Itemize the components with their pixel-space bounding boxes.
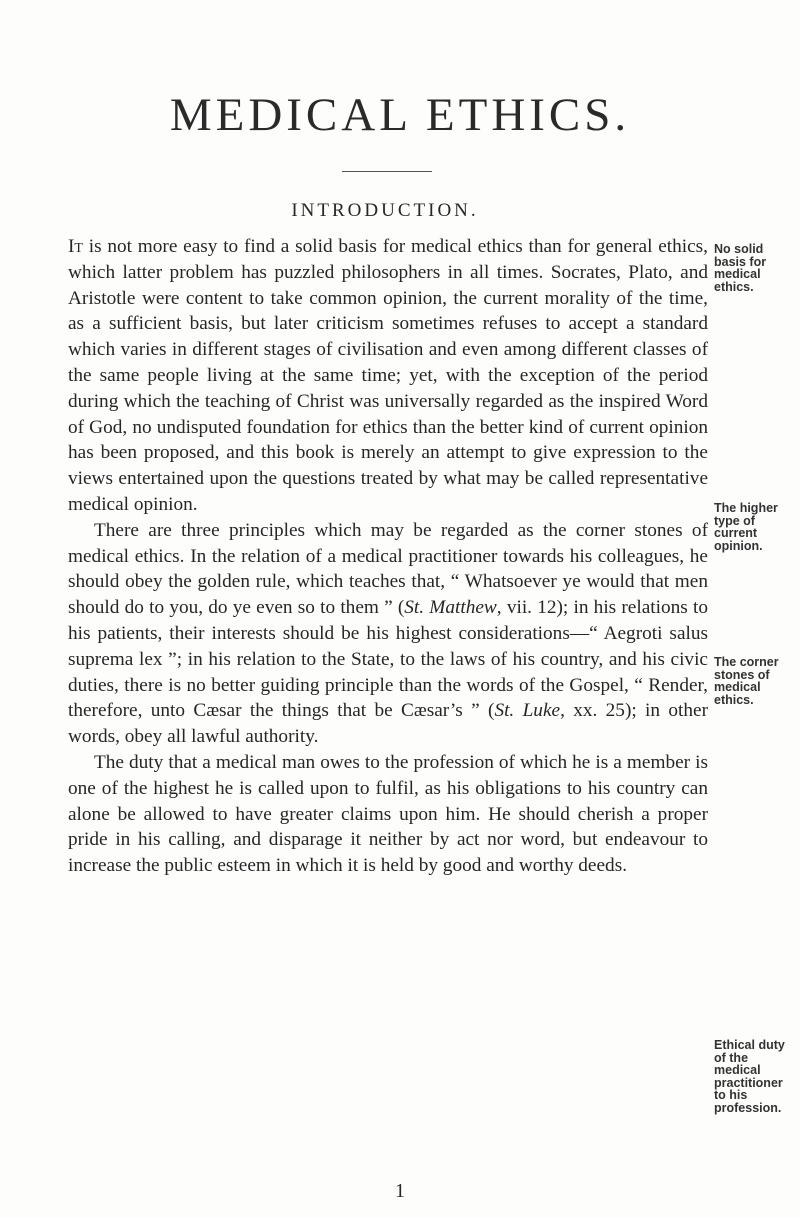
paragraph-text: There are three principles which may be regarded as the corner stones of medical ethics. In the relation of a medical practitioner towards his colleagues, he should obey the golden rule, which teaches that, “ Whatsoever ye would that men should do to you, do ye even so to them ” ( (68, 519, 708, 619)
paragraph-3 (68, 750, 708, 879)
page-number: 1 (395, 1180, 405, 1202)
page-title: MEDICAL ETHICS. (169, 89, 631, 141)
margin-note-solid-basis: No solid basis for medical ethics. (714, 242, 767, 294)
margin-note-current-opinion: The higher type of current opinion. (714, 501, 778, 553)
paragraph-2 (68, 518, 708, 750)
paragraph-text: is not more easy to find a solid basis for medical ethics than for general ethics, which latter problem has puzzled philosophers in all times. Socrates, Plato, and Aristotle were content to take common opinion, the current morality of the time, as a sufficient basis, but later criticism sometimes refuses to accept a standard which varies in different stages of civilisation and even among different classes of the same people living at the same time; yet, with the exception of the period during which the teaching of Christ was universally regarded as the inspired Word of God, no undisputed foundation for ethics than the better kind of current opinion has been proposed, and this book is merely an attempt to give expression to the views entertained upon the questions treated by what may be called representative medical opinion. (68, 236, 708, 515)
paragraph-text: , vii. 12); in his relations to his patients, their interests should be his highest considerations—“ Aegroti salus suprema lex ”; in his relation to the State, to the laws of his country, and his civic duties, there is no better guiding principle than the words of the Gospel, “ Render, therefore, unto Cæsar the things that be Cæsar’s ” ( (68, 597, 708, 722)
margin-note-ethical-duty: Ethical duty of the medical practitioner to his profession. (714, 1038, 785, 1115)
paragraph-text: , xx. 25); in other words, obey all lawful authority. (68, 700, 708, 748)
title-divider (342, 171, 432, 172)
citation: St. Luke (494, 700, 561, 722)
paragraph-text: The duty that a medical man owes to the profession of which he is a member is one of the highest he is called upon to fulfil, as his obligations to his country can alone be allowed to have greater claims upon him. He should cherish a proper pride in his calling, and disparage it neither by act nor word, but endeavour to increase the public esteem in which it is held by good and worthy deeds. (68, 751, 708, 877)
paragraph-lead: It (68, 236, 83, 257)
margin-note-corner-stones: The corner stones of medical ethics. (714, 655, 779, 707)
section-heading: INTRODUCTION. (291, 200, 479, 221)
citation: St. Matthew (404, 597, 497, 619)
body-text (68, 234, 708, 879)
paragraph-1 (68, 234, 708, 518)
